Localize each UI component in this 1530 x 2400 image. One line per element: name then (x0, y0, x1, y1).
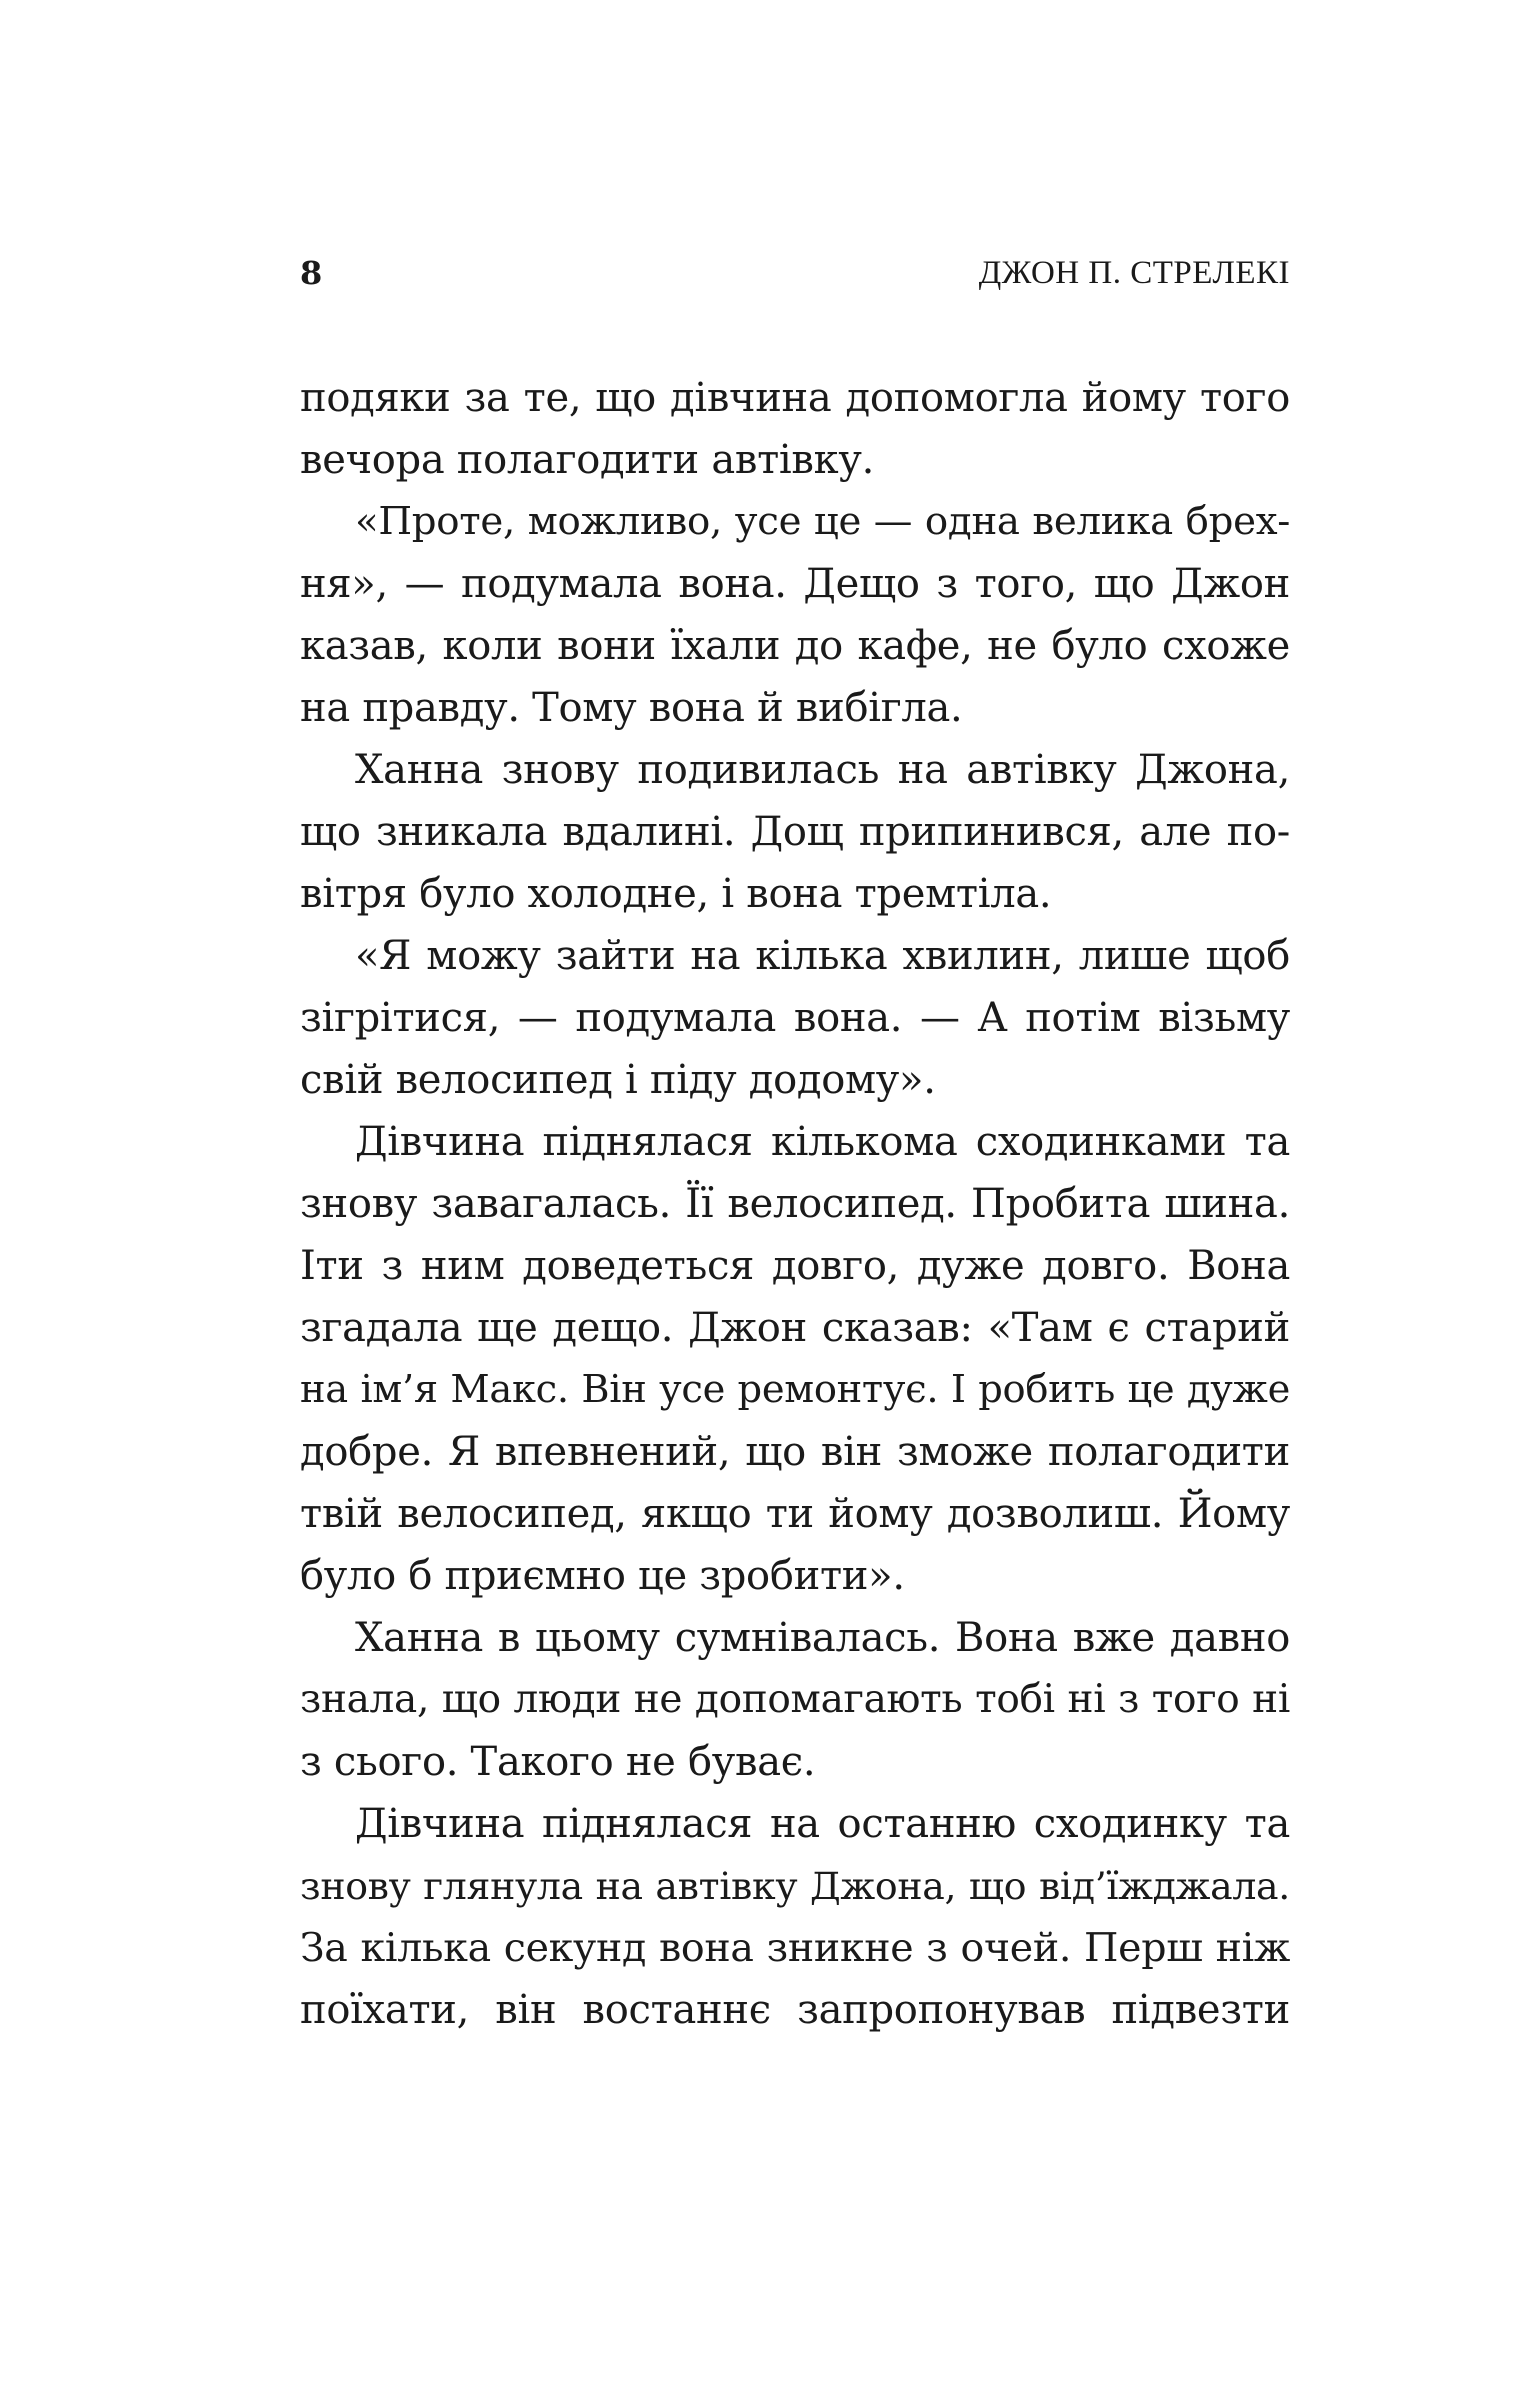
text-line: За кілька секунд вона зникне з очей. Перш ніж (300, 1925, 1290, 1971)
text-line: Дівчина піднялася кількома сходинками та (355, 1119, 1290, 1165)
text-line: вітря було холодне, і вона тремтіла. (300, 871, 1052, 917)
text-line: згадала ще дещо. Джон сказав: «Там є старий (300, 1305, 1290, 1351)
text-line: зігрітися, — подумала вона. — А потім візьму (300, 995, 1290, 1041)
text-line: вечора полагодити автівку. (300, 437, 874, 483)
text-line: Ханна знову подивилась на автівку Джона, (355, 747, 1290, 793)
text-line: «Я можу зайти на кілька хвилин, лише щоб (355, 933, 1290, 979)
text-line: Ханна в цьому сумнівалась. Вона вже давно (355, 1615, 1290, 1661)
text-line: на ім’я Макс. Він усе ремонтує. І робить це дуже (300, 1367, 1290, 1412)
text-line: добре. Я впевнений, що він зможе полагодити (300, 1429, 1290, 1475)
text-line: що зникала вдалині. Дощ припинився, але по- (300, 809, 1290, 855)
text-line: ня», — подумала вона. Дещо з того, що Джон (300, 561, 1290, 607)
running-head (300, 248, 1290, 298)
text-line: знову глянула на автівку Джона, що від’їжджала. (300, 1864, 1290, 1908)
text-line: знову завагалась. Її велосипед. Пробита шина. (300, 1181, 1290, 1227)
text-line: на правду. Тому вона й вибігла. (300, 685, 963, 731)
text-line: Іти з ним доведеться довго, дуже довго. Вона (300, 1243, 1290, 1289)
text-line: свій велосипед і піду додому». (300, 1057, 936, 1103)
text-line: «Проте, можливо, усе це — одна велика брех- (355, 499, 1290, 544)
page-number: 8 (300, 254, 323, 292)
body-text (300, 367, 1290, 2041)
text-line: твій велосипед, якщо ти йому дозволиш. Йому (300, 1491, 1290, 1537)
text-line: було б приємно це зробити». (300, 1553, 905, 1599)
book-author-header: ДЖОН П. СТРЕЛЕКІ (978, 255, 1290, 291)
text-line: Дівчина піднялася на останню сходинку та (355, 1801, 1290, 1847)
text-line: казав, коли вони їхали до кафе, не було схоже (300, 623, 1290, 669)
text-line: з сього. Такого не буває. (300, 1739, 816, 1785)
text-line: знала, що люди не допомагають тобі ні з того ні (300, 1677, 1290, 1722)
text-line: поїхати, він востаннє запропонував підвезти (300, 1987, 1290, 2033)
text-line: подяки за те, що дівчина допомогла йому того (300, 375, 1290, 421)
